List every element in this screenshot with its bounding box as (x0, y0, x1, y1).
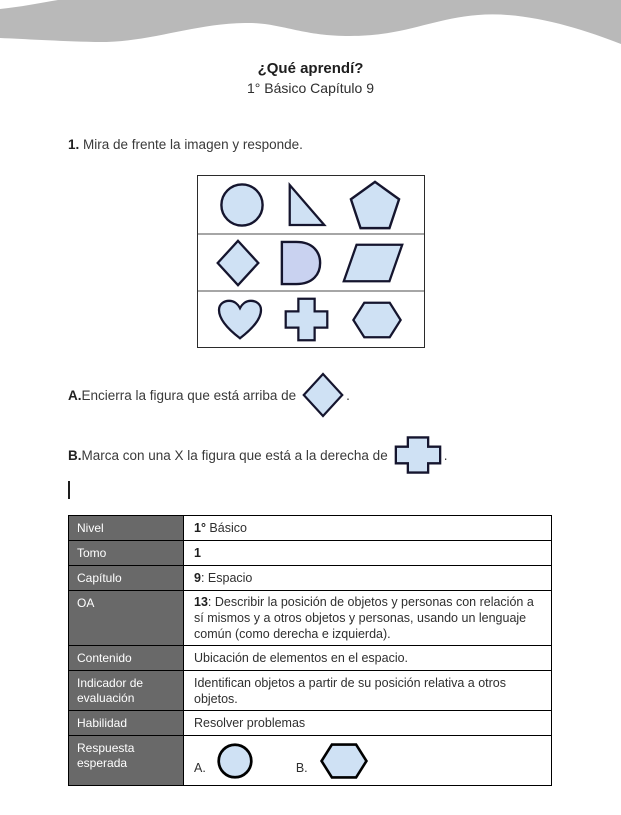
shape-grid (197, 175, 425, 348)
question-b-text: Marca con una X la figura que está a la derecha de (81, 447, 388, 463)
row-value-oa: 13: Describir la posición de objetos y personas con relación a sí mismos y a otros objetos y personas, usando un lenguaje común (como derecha e izquierda). (184, 591, 552, 646)
shape-grid-row-1 (198, 176, 424, 233)
expected-answers (194, 740, 543, 782)
page-title: ¿Qué aprendí? (257, 60, 364, 77)
answer-hexagon-shape[interactable] (318, 742, 370, 780)
answer-circle-shape[interactable] (216, 742, 254, 780)
shape-circle[interactable] (219, 182, 265, 228)
table-row (69, 671, 552, 711)
row-header-indicador: Indicador de evaluación (69, 671, 184, 711)
table-row (69, 591, 552, 646)
row-value-nivel: 1° Básico (184, 516, 552, 541)
row-value-respuesta (184, 736, 552, 786)
shape-pentagon[interactable] (348, 179, 402, 231)
shape-grid-row-2 (198, 233, 424, 290)
question-a-suffix: . (346, 387, 350, 403)
answer-a-label: A. (194, 760, 206, 775)
shape-hexagon[interactable] (350, 300, 404, 340)
row-value-indicador: Identifican objetos a partir de su posición relativa a otros objetos. (184, 671, 552, 711)
table-row (69, 736, 552, 786)
question-b-line (68, 432, 591, 478)
question-a-line (68, 370, 591, 420)
question-b-suffix: . (443, 447, 448, 463)
shape-right-triangle[interactable] (287, 181, 327, 229)
table-row (69, 646, 552, 671)
shape-parallelogram[interactable] (340, 242, 406, 284)
shape-cross[interactable] (283, 296, 330, 343)
table-row (69, 566, 552, 591)
reference-cross-shape[interactable] (394, 435, 442, 475)
row-header-capitulo: Capítulo (69, 566, 184, 591)
header-wave-decoration (0, 0, 621, 52)
shape-grid-row-3 (198, 290, 424, 347)
table-row (69, 516, 552, 541)
title-block (0, 60, 621, 96)
page-subtitle: 1° Básico Capítulo 9 (246, 80, 374, 96)
question-1-text: 1. Mira de frente la imagen y responde. (68, 137, 303, 152)
row-header-nivel: Nivel (69, 516, 184, 541)
question-b-label: B. (68, 447, 82, 463)
row-value-capitulo: 9: Espacio (184, 566, 552, 591)
question-a-label: A. (68, 387, 82, 403)
reference-diamond-shape[interactable] (302, 372, 344, 418)
row-value-tomo: 1 (184, 541, 552, 566)
row-header-respuesta: Respuesta esperada (69, 736, 184, 786)
row-value-habilidad: Resolver problemas (184, 711, 552, 736)
table-row (69, 711, 552, 736)
row-value-contenido: Ubicación de elementos en el espacio. (184, 646, 552, 671)
question-1-number: 1. (68, 137, 80, 152)
text-caret (68, 481, 70, 499)
row-header-oa: OA (69, 591, 184, 646)
shape-half-circle[interactable] (279, 239, 323, 287)
info-table (68, 515, 552, 786)
table-row (69, 541, 552, 566)
row-header-tomo: Tomo (69, 541, 184, 566)
question-a-text: Encierra la figura que está arriba de (81, 387, 297, 403)
shape-heart[interactable] (217, 299, 263, 341)
answer-b-label: B. (295, 760, 308, 775)
row-header-contenido: Contenido (69, 646, 184, 671)
row-header-habilidad: Habilidad (69, 711, 184, 736)
shape-diamond[interactable] (215, 239, 261, 287)
